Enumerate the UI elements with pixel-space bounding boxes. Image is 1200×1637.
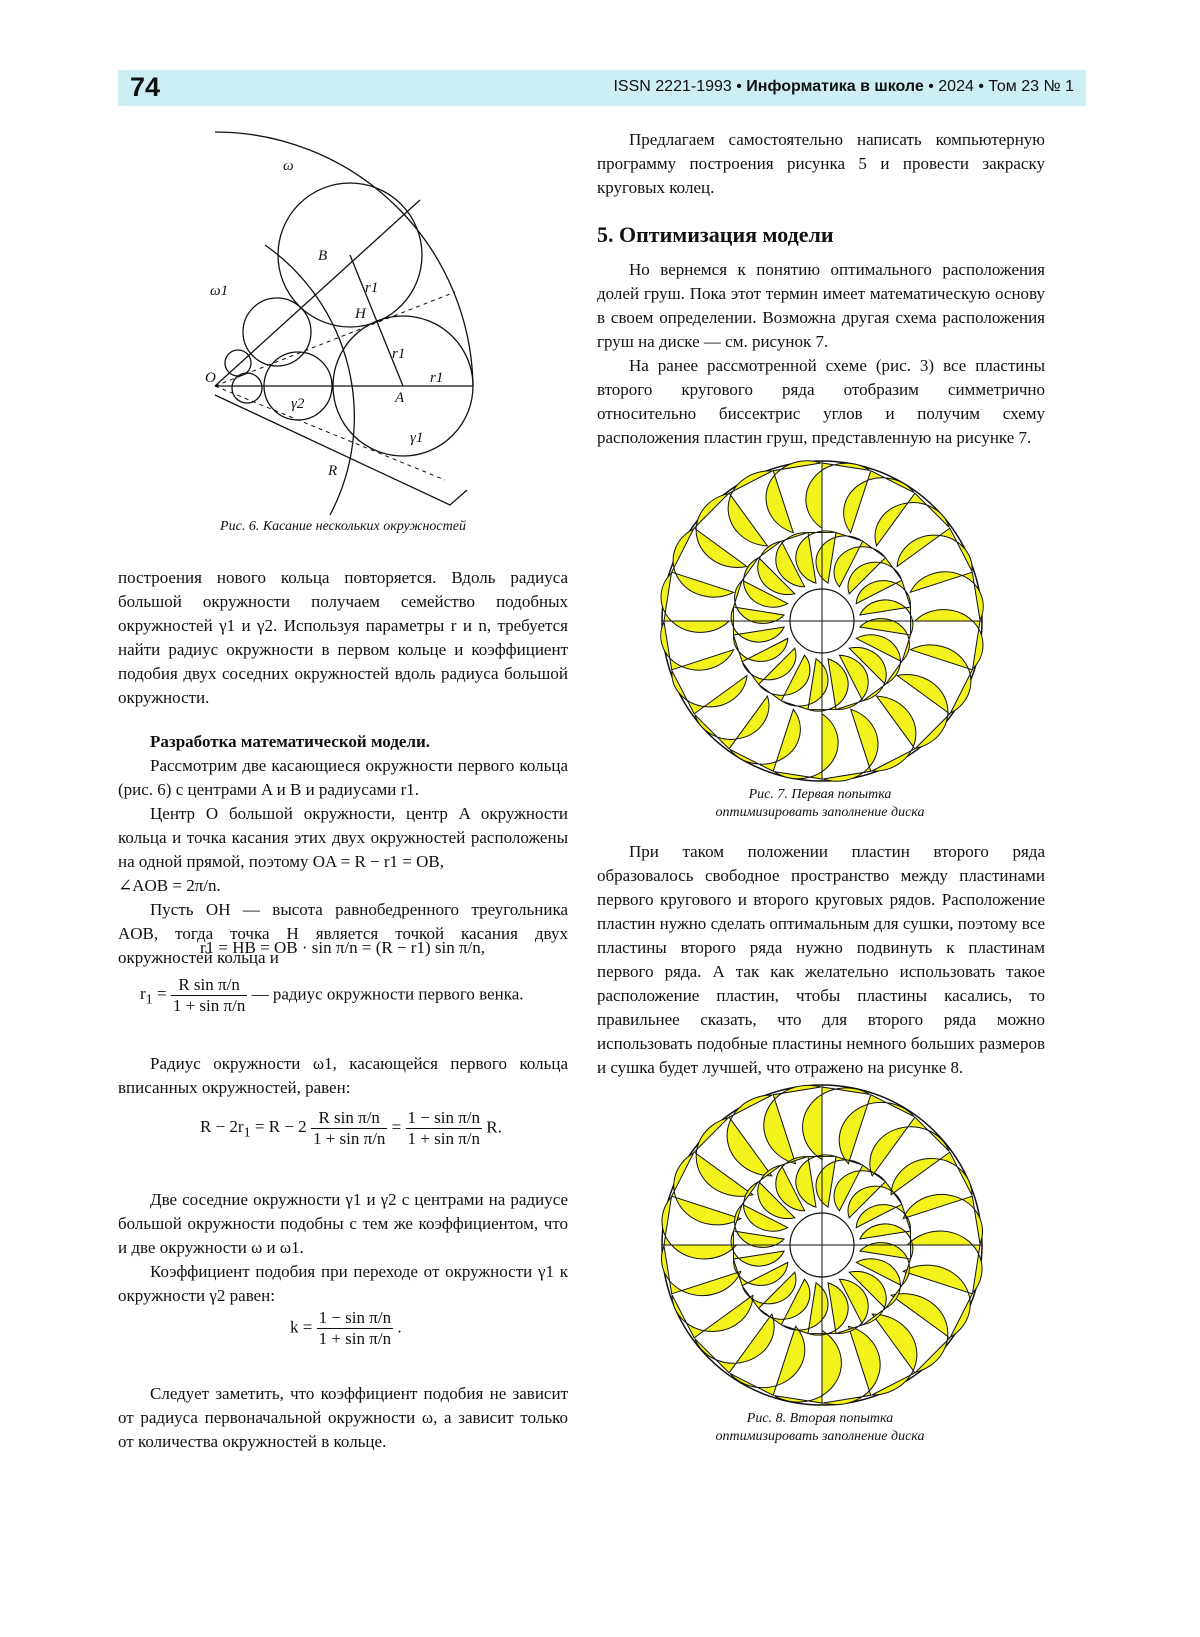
- right-column-lower: [597, 840, 1045, 1080]
- paragraph: Пусть OH — высота равнобедренного треугольника AOB, тогда точка H является точкой касания двух окружностей кольца и: [118, 900, 568, 967]
- paragraph: Следует заметить, что коэффициент подобия не зависит от радиуса первоначальной окружности ω, а зависит только от количества окружностей в кольце.: [118, 1384, 568, 1451]
- figure-6-caption: Рис. 6. Касание нескольких окружностей: [220, 519, 466, 534]
- label-R: R: [328, 463, 338, 479]
- formula-angle: ∠AOB = 2π/n.: [118, 876, 221, 895]
- paragraph: Рассмотрим две касающиеся окружности первого кольца (рис. 6) с центрами A и B и радиусами r1.: [118, 756, 568, 799]
- page-number: 74: [130, 72, 161, 102]
- label-H: H: [355, 306, 366, 322]
- left-column-lower-2: [118, 1188, 568, 1308]
- label-omega: ω: [283, 158, 294, 174]
- paragraph: Две соседние окружности γ1 и γ2 с центрами на радиусе большой окружности подобны с тем же коэффициентом, что и две окружности ω и ω1.: [118, 1190, 568, 1257]
- formula-k: k = $\frac{\text{1 − sin π/n}}{\text{1 + sin π/n}}$ .: [290, 1308, 402, 1348]
- label-O: O: [205, 370, 216, 386]
- formula-r1-fraction: $r_1$ = $\frac{\text{R sin π/n}}{\text{1 + sin π/n}}$ — радиус окружности первого венка.: [140, 975, 524, 1015]
- label-gamma1: γ1: [410, 430, 424, 446]
- figure-6-diagram: [205, 120, 505, 520]
- journal-info: ISSN 2221-1993 • Информатика в школе • 2024 • Том 23 № 1: [613, 78, 1074, 95]
- running-header: [118, 70, 1086, 106]
- label-A: A: [395, 390, 405, 406]
- formula-r1-hb: r1 = HB = OB · sin π/n = (R − r1) sin π/n,: [200, 938, 486, 957]
- left-column-lower-3: [118, 1382, 568, 1454]
- figure-7-disk: [657, 456, 987, 786]
- paragraph: Предлагаем самостоятельно написать компьютерную программу построения рисунка 5 и провести закраску круговых колец.: [597, 130, 1045, 197]
- figure-7-caption: Рис. 7. Первая попытка оптимизировать заполнение диска: [715, 787, 925, 820]
- label-omega1: ω1: [210, 283, 229, 299]
- figure-8-caption: Рис. 8. Вторая попытка оптимизировать заполнение диска: [715, 1411, 925, 1444]
- label-r1-middle: r1: [392, 346, 406, 362]
- paragraph: построения нового кольца повторяется. Вдоль радиуса большой окружности получаем семейство подобных окружностей γ1 и γ2. Используя параметры r и n, требуется найти радиус окружности в первом кольце и коэффициент подобия двух соседних окружностей вдоль радиуса большой окружности.: [118, 568, 568, 707]
- paragraph: На ранее рассмотренной схеме (рис. 3) все пластины второго кругового ряда отобразим симметрично относительно биссектрис углов и получим схему расположения пластин груш, представленную на рисунке 7.: [597, 356, 1045, 447]
- formula-omega1-radius: $R - 2r_1 = R - 2$ $\frac{\text{R sin π/n}}{\text{1 + sin π/n}}$ = $\frac{\text{1 − sin π/n}}{\text{1 + sin π/n}}$ R.: [200, 1108, 502, 1148]
- section-heading: 5. Оптимизация модели: [597, 222, 834, 247]
- subheading: Разработка математической модели.: [150, 732, 431, 751]
- left-column-lower-1: [118, 1052, 568, 1100]
- right-column-top: [597, 128, 1045, 200]
- paragraph: При таком положении пластин второго ряда образовалось свободное пространство между пластинами первого кругового и второго круговых рядов. Расположение пластин нужно сделать оптимальным для сушки, поэтому все пластины второго ряда нужно подвинуть к пластинам первого ряда. А так как желательно использовать такое расположение пластин, чтобы пластины касались, то правильнее сказать, что для второго ряда можно использовать подобные пластины немного больших размеров и сушка будет лучшей, что отражено на рисунке 8.: [597, 842, 1045, 1077]
- paragraph: Коэффициент подобия при переходе от окружности γ1 к окружности γ2 равен:: [118, 1262, 568, 1305]
- label-r1-upper: r1: [365, 280, 379, 296]
- label-r1-right: r1: [430, 370, 444, 386]
- label-B: B: [318, 248, 328, 264]
- left-column: [118, 566, 568, 970]
- paragraph: Но вернемся к понятию оптимального расположения долей груш. Пока этот термин имеет математическую основу в своем определении. Возможна другая схема расположения груш на диске — см. рисунок 7.: [597, 260, 1045, 351]
- paragraph: Центр O большой окружности, центр A окружности кольца и точка касания этих двух окружностей расположены на одной прямой, поэтому OA = R − r1 = OB,: [118, 804, 568, 871]
- right-column-mid: [597, 258, 1045, 450]
- figure-8-disk: [657, 1080, 987, 1410]
- paragraph: Радиус окружности ω1, касающейся первого кольца вписанных окружностей, равен:: [118, 1054, 568, 1097]
- label-gamma2: γ2: [291, 396, 305, 412]
